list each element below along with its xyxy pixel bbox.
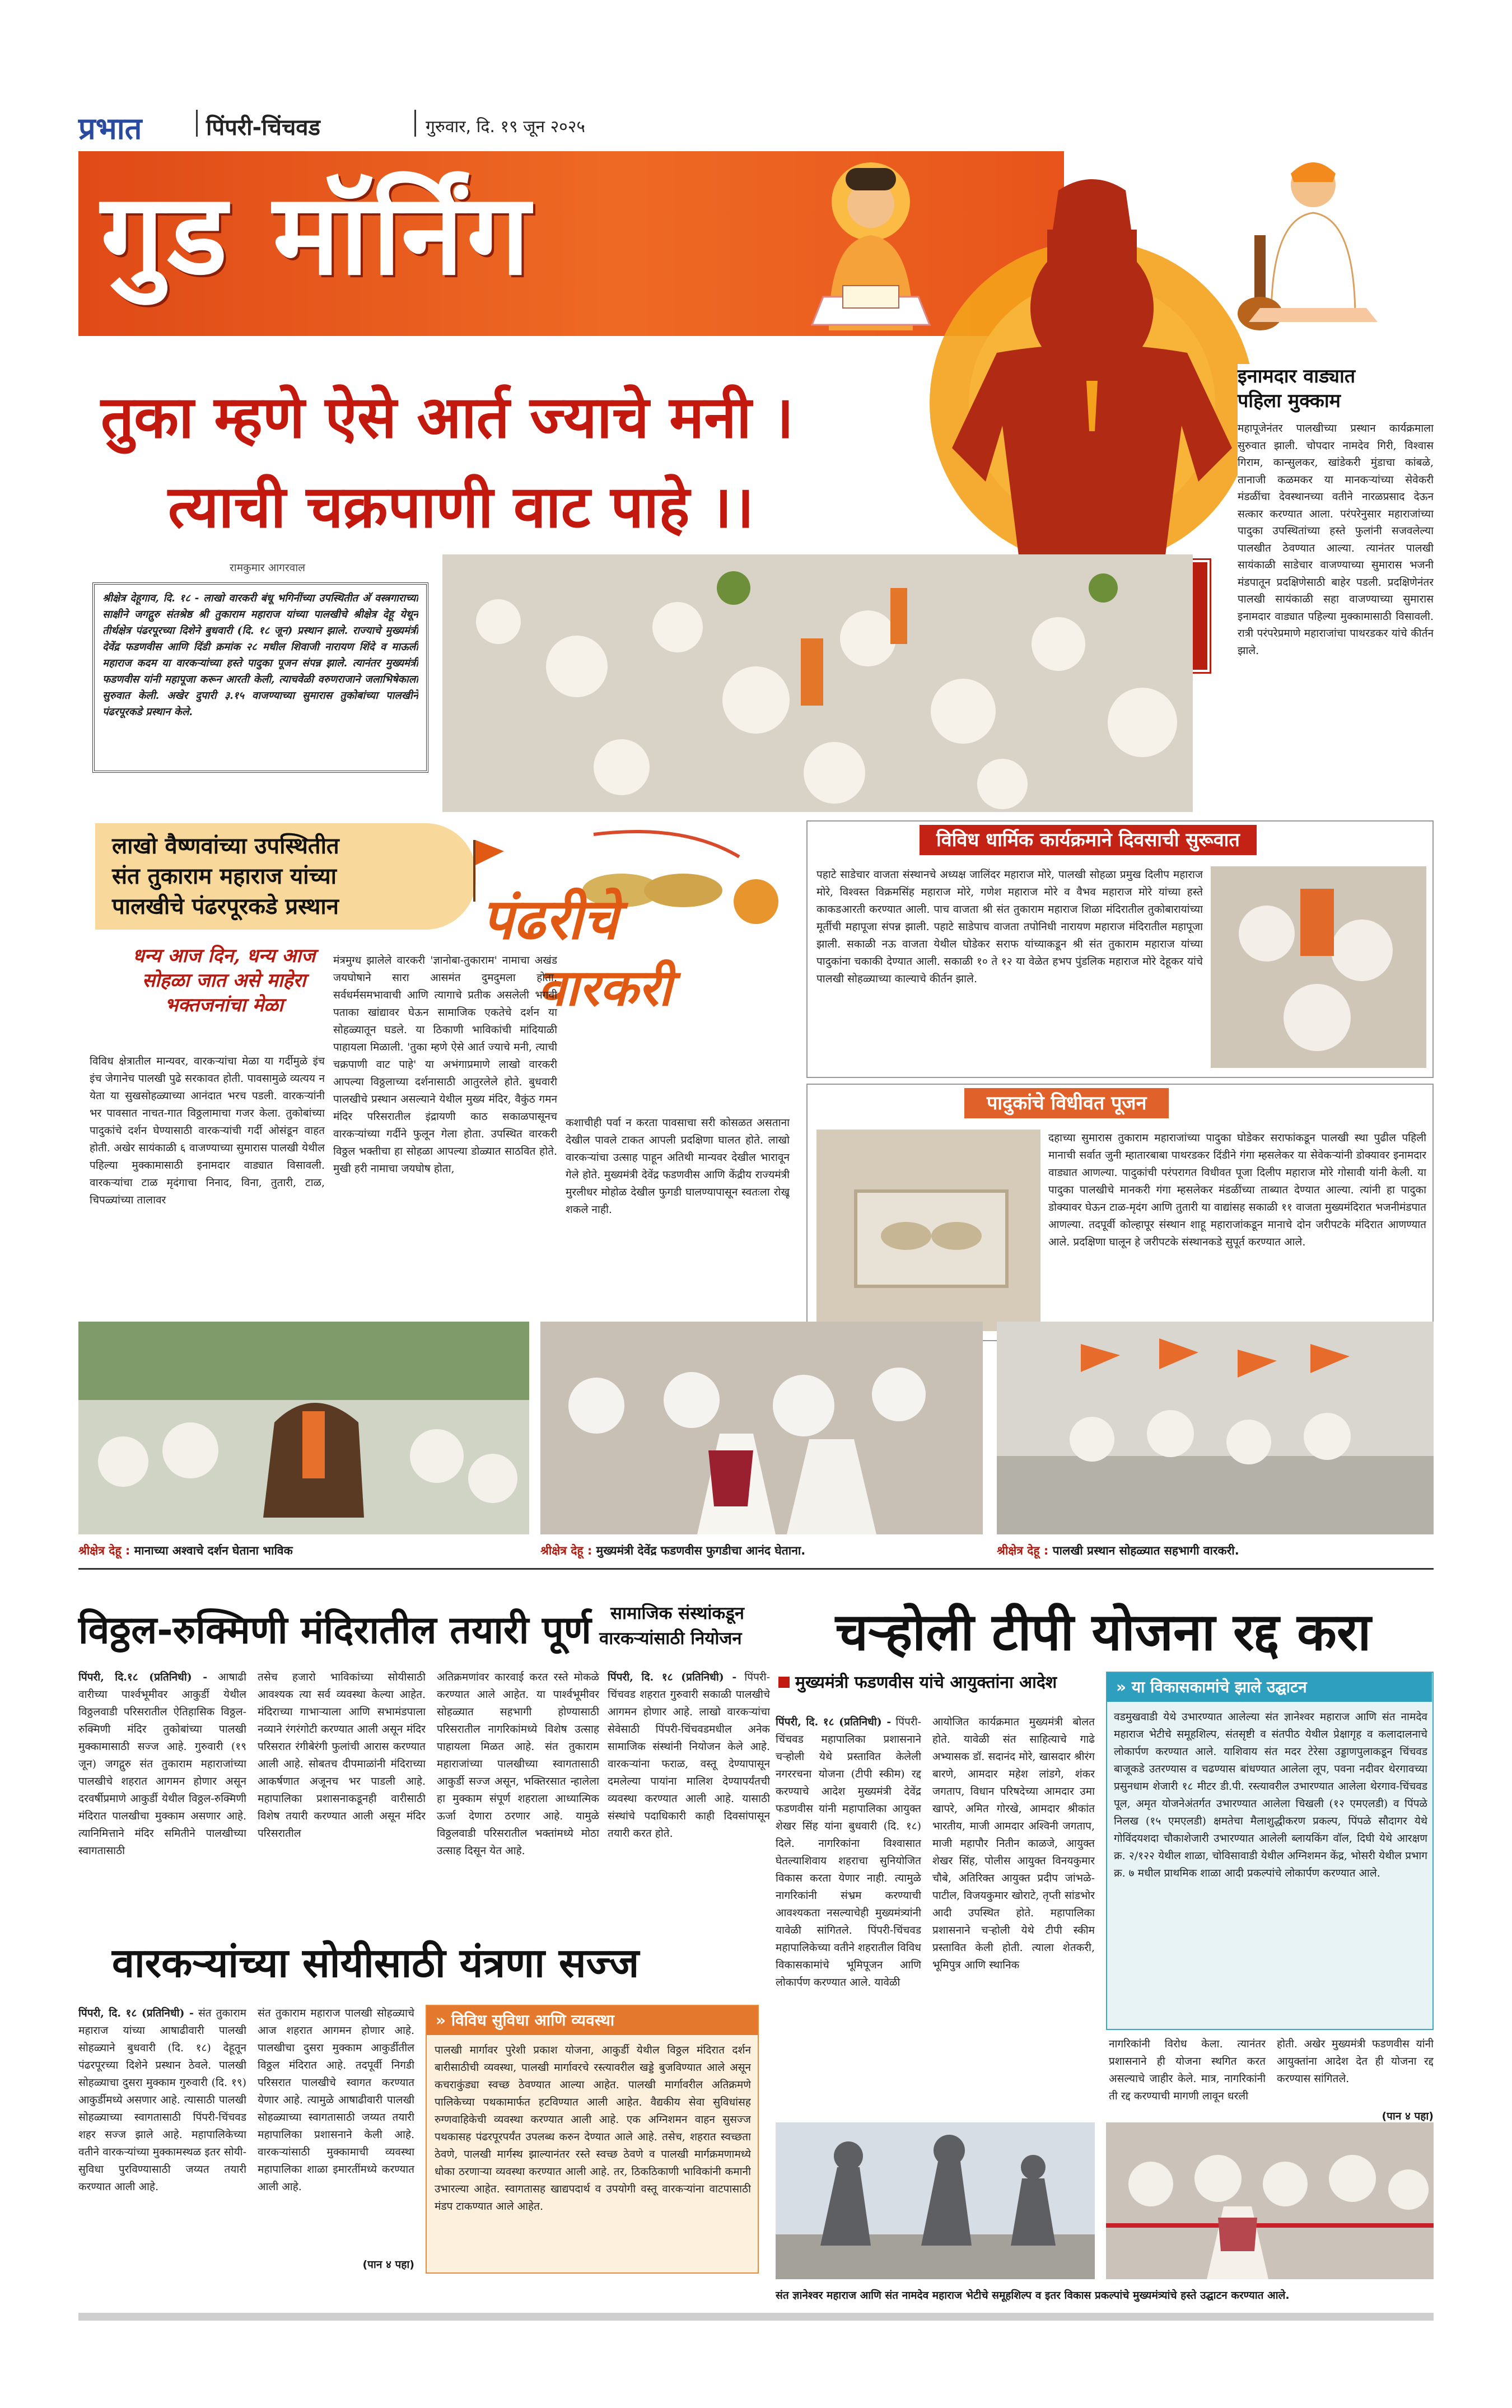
vitthal-temple-col-1: पिंपरी, दि.१८ (प्रतिनिधी) - आषाढी वारीच्या पार्श्वभूमीवर आकुर्डी येथील विठ्ठलवाडी परिसरातील ऐतिहासिक विठ्ठल-रुक्मिणी मंदिर तुकोबांच्या पालखी मुक्कामासाठी सज्ज आहे. गुरुवारी (१९ जून) जगद्गुरु संत तुकाराम महाराजांच्या पालखीचे शहरात आगमन होणार असून दरवर्षीप्रमाणे आकुर्डी येथील विठ्ठल-रुक्मिणी मंदिरात पालखीचा मुक्काम असणार आहे. त्यानिमित्ताने मंदिर समितीने पालखीच्या स्वागतासाठी	[78, 1671, 246, 1857]
inauguration-photo	[1106, 2122, 1434, 2279]
lead-byline: रामकुमार आगरवाल	[230, 562, 305, 574]
religious-programs-heading: विविध धार्मिक कार्यक्रमाने दिवसाची सुरूवात	[920, 825, 1257, 855]
charholi-col-1: पिंपरी, दि. १८ (प्रतिनिधी) - पिंपरी-चिंचवड महापालिका प्रशासनाने चऱ्होली येथे प्रस्तावित केलेली नगररचना योजना (टीपी स्कीम) रद्द करण्याचे आदेश मुख्यमंत्री देवेंद्र फडणवीस यांनी महापालिका आयुक्त शेखर सिंह यांना बुधवारी (दि. १८) दिले. नागरिकांना विश्वासात घेतल्याशिवाय शहराचा सुनियोजित विकास करता येणार नाही. त्यामुळे नागरिकांनी संभ्रम करण्याची आवश्यकता नसल्याचेही मुख्यमंत्र्यांनी यावेळी सांगितले. पिंपरी-चिंचवड महापालिकेच्या वतीने शहरातील विविध विकासकामांचे भूमिपूजन आणि लोकार्पण करण्यात आले. यावेळी	[776, 1716, 921, 1989]
padukanche-body: दहाच्या सुमारास तुकाराम महाराजांच्या पादुका घोडेकर सराफांकडून पालखी स्था पुढील पहिली मानाची सर्वात जुनी म्हातारबाबा पाथरडकर दिंडीने गंगा म्हसलेकर या सेवेकऱ्यांनी डोक्यावर इनामदार वाड्यात आणल्या. पादुकांची परंपरागत विधीवत पूजा दिलीप महाराज मोरे गोसावी यांनी केली. या पादुका पालखीचे मानकरी गंगा म्हसलेकर मंडळींच्या ताब्यात देण्यात आल्या. त्यांनी हा पादुका डोक्यावर घेऊन टाळ-मृदंग आणि तुतारी या वाद्यांसह सकाळी ११ वाजता मुख्यमंदिरात भजनीमंडपात आणल्या. तदपूर्वी कोल्हापूर संस्थान शाहू महाराजांकडून मानाचे दोन जरीपटके मंदिरात आणण्यात आले. प्रदक्षिणा घालून हे जरीपटके संस्थानकडे सुपूर्त करण्यात आले.	[1048, 1132, 1426, 1248]
lead-headline-box	[95, 823, 476, 930]
charholi-continued: (पान ४ पहा)	[1382, 2110, 1434, 2122]
lead-headline-2: संत तुकाराम महाराज यांच्या	[112, 864, 337, 889]
charholi-col-4: होती. अखेर मुख्यमंत्री फडणवीस यांनी आयुक्तांना आदेश देत ही योजना रद्द करण्यास सांगितले.	[1277, 2038, 1434, 2085]
religious-ritual-photo	[1211, 866, 1426, 1068]
inamdar-sidebar	[1238, 364, 1434, 806]
caption-2-text: मुख्यमंत्री देवेंद्र फडणवीस फुगडीचा आनंद घेताना.	[596, 1544, 806, 1557]
photo-caption-1: श्रीक्षेत्र देहू : मानाच्या अश्वाचे दर्शन घेताना भाविक	[78, 1544, 293, 1557]
banner-title: गुड मॉर्निंग	[101, 170, 534, 300]
procession-photo-art	[997, 1322, 1434, 1534]
inauguration-heading: » या विकासकामांचे झाले उद्घाटन	[1107, 1673, 1432, 1702]
charholi-col-2: आयोजित कार्यक्रमात मुख्यमंत्री बोलत होते. यावेळी संत साहित्याचे गाढे अभ्यासक डॉ. सदानंद मोरे, खासदार श्रीरंग बारणे, आमदार महेश लांडगे, शंकर जगताप, विधान परिषदेच्या आमदार उमा खापरे, अमित गोरखे, आमदार श्रीकांत भारतीय, माजी आमदार अश्विनी जगताप, माजी महापौर नितीन काळजे, आयुक्त शेखर सिंह, पोलीस आयुक्त विनयकुमार चौबे, अतिरिक्त आयुक्त प्रदीप जांभळे-पाटील, विजयकुमार खोराटे, तृप्ती सांडभोर आदी उपस्थित होते. महापालिका प्रशासनाने चऱ्होली येथे टीपी स्कीम प्रस्तावित केली होती. त्याला शेतकरी, भूमिपुत्र आणि स्थानिक	[932, 1716, 1095, 1971]
lead-col-1: विविध क्षेत्रातील मान्यवर, वारकऱ्यांचा मेळा या गर्दीमुळे इंच इंच जेगानेच पालखी पुढे सरकावत होती. पावसामुळे व्यत्यय न येता या सुखसोहळ्याच्या आनंदात भरच पडली. वारकऱ्यांनी भर पावसात नाचत-गात विठ्ठलामाचा गजर केला. तुकोबांच्या पादुकांचे दर्शन घेण्यासाठी वारकऱ्यांची गर्दी ओसंडून वाहत होती. अखेर सायंकाळी ६ वाजण्याच्या सुमारास पालखी येथील पहिल्या मुक्कामासाठी इनामदार वाड्यात विसावली. वारकऱ्यांचा टाळ मृदंगाचा निनाद, विना, तुतारी, टाळ, चिपळ्यांच्या तालावर	[90, 1055, 325, 1206]
padukanche-section	[806, 1084, 1434, 1341]
yantrana-continued: (पान ४ पहा)	[362, 2258, 414, 2271]
red-square-icon	[778, 1677, 790, 1688]
lead-col-2: मंत्रमुग्ध झालेले वारकरी 'ज्ञानोबा-तुकाराम' नामाचा अखंड जयघोषाने सारा आसमंत दुमदुमला होता. सर्वधर्मसमभावाची आणि त्यागाचे प्रतीक असलेली भगवी पताका खांद्यावर घेऊन सामाजिक एकतेचे दर्शन या सोहळ्यातून घडले. या ठिकाणी भाविकांची मांदियाळी पाहायला मिळाली. 'तुका म्हणे ऐसे आर्त ज्याचे मनी, त्याची चक्रपाणी वाट पाहे' या अभंगाप्रमाणे लाखो वारकरी आपल्या विठ्ठलाच्या दर्शनासाठी आतुरलेले होते. बुधवारी पालखीचे प्रस्थान असल्याने येथील मुख्य मंदिर, वैकुंठ गमन मंदिर परिसरातील इंद्रायणी काठ सकाळपासूनच वारकऱ्यांच्या गर्दीने फुलून गेला होता. उपस्थित वारकरी विठ्ठल भक्तीचा हा सोहळा आपल्या डोळ्यात साठवित होते. मुखी हरी नामाचा जयघोष होता,	[333, 954, 557, 1175]
yantrana-col-2: संत तुकाराम महाराज पालखी सोहळ्याचे आज शहरात आगमन होणार आहे. पालखीचा दुसरा मुक्काम आकुर्डीतील विठ्ठल मंदिरात आहे. तदपूर्वी निगडी परिसरात पालखीचे स्वागत करण्यात येणार आहे. त्यामुळे आषाढीवारी पालखी सोहळ्याच्या स्वागतासाठी जय्यत तयारी महापालिका प्रशासनाने केली आहे. वारकऱ्यांसाठी मुक्कामाची व्यवस्था महापालिका शाळा इमारतींमध्ये करण्यात आली आहे.	[258, 2007, 414, 2193]
crowd-photo-art	[442, 554, 1193, 812]
lead-headline-1: लाखो वैष्णवांच्या उपस्थितीत	[112, 833, 339, 859]
photo-caption-3: श्रीक्षेत्र देहू : पालखी प्रस्थान सोहळ्यात सहभागी वारकरी.	[997, 1544, 1239, 1557]
charholi-col-3: नागरिकांनी विरोध केला. त्यानंतर प्रशासनाने ही योजना स्थगित करत असल्याचे जाहीर केले. मात्र, नागरिकांनी ती रद्द करण्याची मागणी लावून धरली	[1109, 2038, 1266, 2102]
caption-1-text: मानाच्या अश्वाचे दर्शन घेताना भाविक	[134, 1544, 293, 1557]
vitthal-temple-col-3: अतिक्रमणांवर कारवाई करत रस्ते मोकळे करण्यात आले आहेत. या पार्श्वभूमीवर सोहळ्यात सहभागी होण्यासाठी परिसरातील नागरिकांमध्ये विशेष उत्साह पाहायला मिळत आहे. संत तुकाराम महाराजांच्या पालखीच्या स्वागतासाठी आकुर्डी सज्ज असून, भक्तिरसात न्हालेला हा मुक्काम संपूर्ण शहराला आध्यात्मिक ऊर्जा देणारा ठरणार आहे. यामुळे विठ्ठलवाडी परिसरातील भक्तांमध्ये मोठा उत्साह दिसून येत आहे.	[437, 1671, 599, 1857]
facilities-box	[426, 2005, 759, 2274]
padukanche-photo	[816, 1130, 1040, 1331]
sculpture-photo-art	[776, 2122, 1095, 2279]
charholi-headline: चऱ्होली टीपी योजना रद्द करा	[835, 1602, 1371, 1662]
yantrana-headline: वारकऱ्यांच्या सोयीसाठी यंत्रणा सज्ज	[112, 1939, 640, 1986]
horse-photo-art	[78, 1322, 529, 1534]
charholi-subhead: मुख्यमंत्री फडणवीस यांचे आयुक्तांना आदेश	[778, 1672, 1092, 1694]
social-orgs-headline-2: वारकऱ्यांसाठी नियोजन	[599, 1628, 742, 1649]
lead-summary: श्रीक्षेत्र देहूगाव, दि. १८ - लाखो वारकरी बंधू भगिनींच्या उपस्थितीत अ‍ॅ वस्त्रगाराच्या साक्षीने जगद्गुरु संतश्रेष्ठ श्री तुकाराम महाराज यांच्या पालखीचे श्रीक्षेत्र देहू येथून तीर्थक्षेत्र पंढरपूरच्या दिशेने बुधवारी (दि. १८ जून) प्रस्थान झाले. राज्याचे मुख्यमंत्री देवेंद्र फडणवीस आणि दिंडी क्रमांक २८ मधील शिवाजी नारायण शिंदे व माऊली महाराज कदम या वारकऱ्यांच्या हस्ते पादुका पूजन संपन्न झाले. त्यानंतर मुख्यमंत्री फडणवीस यांनी महापूजा करून आरती केली, त्याचवेळी वरुणराजाने जलाभिषेकाला सुरुवात केली. अखेर दुपारी ३.१५ वाजण्याच्या सुमारास तुकोबांच्या पालखीने पंढरपूरकडे प्रस्थान केले.	[102, 592, 418, 718]
lead-headline-3: पालखीचे पंढरपूरकडे प्रस्थान	[112, 894, 339, 920]
edition-name: पिंपरी-चिंचवड	[206, 115, 320, 141]
inamdar-body: महापूजेनंतर पालखीच्या प्रस्थान कार्यक्रमाला सुरुवात झाली. चोपदार नामदेव गिरी, विश्वास गिराम, कान्सुलकर, खांडेकरी मुंडाचा कांबळे, तानाजी कळमकर या मानकऱ्यांच्या सेवेकरी मंडळींचा देवस्थानच्या वतीने नारळप्रसाद देऊन सत्कार करण्यात आला. परंपरेनुसार महाराजांच्या पादुका उपस्थितांच्या हस्ते फुलांनी सजवलेल्या पालखीत ठेवण्यात आल्या. त्यानंतर पालखी सायंकाळी साडेचार वाजण्याच्या सुमारास भजनी मंडपातून प्रदक्षिणेसाठी बाहेर पडली. प्रदक्षिणेनंतर पालखी सायंकाळी सहा वाजण्याच्या सुमारास इनामदार वाड्यात पहिल्या मुक्कामासाठी विसावली. रात्री परंपरेप्रमाणे महाराजांचा पाथरडकर यांचे कीर्तन झाले.	[1238, 422, 1434, 657]
photo-caption-2: श्रीक्षेत्र देहू : मुख्यमंत्री देवेंद्र फडणवीस फुगडीचा आनंद घेताना.	[540, 1544, 806, 1557]
divider-line	[78, 1568, 1434, 1570]
inamdar-heading-1: इनामदार वाड्यात	[1238, 365, 1356, 388]
horse-darshan-photo	[78, 1322, 529, 1534]
footer-bar	[78, 2313, 1434, 2321]
caption-3-text: पालखी प्रस्थान सोहळ्यात सहभागी वारकरी.	[1052, 1544, 1239, 1557]
yantrana-col-1: पिंपरी, दि. १८ (प्रतिनिधी) - संत तुकाराम महाराज यांच्या आषाढीवारी पालखी सोहळ्याने बुधवारी (दि. १८) देहूतून पंढरपूरच्या दिशेने प्रस्थान ठेवले. पालखी सोहळ्याचा दुसरा मुक्काम गुरुवारी (दि. १९) आकुर्डीमध्ये असणार आहे. त्यासाठी पालखी सोहळ्याच्या स्वागतासाठी पिंपरी-चिंचवड शहर सज्ज झाले आहे. महापालिकेच्या वतीने वारकऱ्यांच्या मुक्कामस्थळ इतर सोयी-सुविधा पुरविण्यासाठी जय्यत तयारी करण्यात आली आहे.	[78, 2007, 246, 2193]
lead-summary-box	[92, 582, 428, 773]
vitthal-temple-headline: विठ्ठल-रुक्मिणी मंदिरातील तयारी पूर्ण	[78, 1608, 591, 1653]
facilities-body: पालखी मार्गावर पुरेशी प्रकाश योजना, आकुर्डी येथील विठ्ठल मंदिरात दर्शन बारीसाठीची व्यवस्था, पालखी मार्गावरचे रस्त्यावरील खड्डे बुजविण्यात आले असून कचराकुंड्या स्वच्छ ठेवण्यात आल्या आहेत. पालखी मार्गावरील अतिक्रमणे पालिकेच्या पथकामार्फत हटविण्यात आली आहेत. वैद्यकीय सेवा सुविधांसह रुग्णवाहिकेची व्यवस्था करण्यात आली आहे. एक अग्निशमन वाहन सुसज्ज पथकासह पंढरपूरपर्यंत उपलब्ध करुन देण्यात आले आहे. तसेच, शहरात स्वच्छता ठेवणे, पालखी मार्गस्थ झाल्यानंतर रस्ते स्वच्छ ठेवणे व पालखी मार्गक्रमणामध्ये धोका ठरणाऱ्या व्यवस्था करण्यात आली आहे. तर, ठिकठिकाणी भाविकांनी कमानी उभारल्या आहेत. स्वागतासह खाद्यपदार्थ व उपयोगी वस्तू वारकऱ्यांना वाटपासाठी मंडप टाकण्यात आले आहेत.	[435, 2044, 751, 2213]
newspaper-logo: प्रभात	[78, 111, 142, 146]
inauguration-photo-art	[1106, 2122, 1434, 2279]
religious-programs-section	[806, 820, 1434, 1078]
edition-date: गुरुवार, दि. १९ जून २०२५	[426, 117, 585, 137]
good-morning-banner	[78, 151, 1064, 336]
chevron-right-icon: »	[436, 2011, 451, 2029]
social-orgs-body: पिंपरी, दि. १८ (प्रतिनिधी) - पिंपरी-चिंचवड शहरात गुरुवारी सकाळी पालखीचे आगमन होणार आहे. लाखो वारकऱ्यांचा सेवेसाठी पिंपरी-चिंचवडमधील अनेक सामाजिक संस्थांनी नियोजन केले आहे. वारकऱ्यांना फराळ, वस्तू देण्यापासून दमलेल्या पायांना मालिश देण्यापर्यंतची व्यवस्था करण्यात आली आहे. यासाठी संस्थांचे पदाधिकारी काही दिवसांपासून तयारी करत होते.	[608, 1671, 770, 1840]
vitthal-temple-col-2: तसेच हजारो भाविकांच्या सोयीसाठी आवश्यक त्या सर्व व्यवस्था केल्या आहेत. मंदिराच्या गाभाऱ्याला आणि सभामंडपाला नव्याने रंगरंगोटी करण्यात आली असून मंदिर परिसरात रंगीबेरंगी फुलांची आरास करण्यात आली आहे. सोबतच दीपमाळांनी मंदिराच्या आकर्षणात अजूनच भर पाडली आहे. महापालिका प्रशासनाकडूनही वारीसाठी विशेष तयारी करण्यात आली असून मंदिर परिसरातील	[258, 1671, 426, 1840]
religious-programs-body: पहाटे साडेचार वाजता संस्थानचे अध्यक्ष जालिंदर महाराज मोरे, पालखी सोहळा प्रमुख दिलीप महाराज मोरे, विश्वस्त विक्रमसिंह महाराज मोरे, गणेश महाराज मोरे व वैभव महाराज मोरे यांच्या हस्ते काकडआरती करण्यात आली. पाच वाजता श्री संत तुकाराम महाराज शिळा मंदिरातील तुकोबारायांच्या मूर्तीची महापूजा संपन्न झाली. पहाटे साडेपाच वाजता तपोनिधी नारायण महाराज मंदिरातील महापूजा झाली. सकाळी नऊ वाजता येथील घोडेकर सराफ यांच्याकडून श्री संत तुकाराम महाराज यांच्या पादुकांना चकाकी देण्यात आली. सकाळी १० ते १२ या वेळेत हभप पुंडलिक महाराज मोरे देहूकर यांचे पालखी सोहळ्याच्या काल्याचे कीर्तन झाले.	[816, 869, 1203, 985]
lead-col-3: कशाचीही पर्वा न करता पावसाचा सरी कोसळत असताना देखील पावले टाकत आपली प्रदक्षिणा घालत होते. लाखो वारकऱ्यांचा उत्साह पाहून अतिथी मान्यवर देखील भारावून गेले होते. मुख्यमंत्री देवेंद्र फडणवीस आणि केंद्रीय राज्यमंत्री मुरलीधर मोहोळ देखील फुगडी घालण्यापासून स्वतःला रोखू शकले नाही.	[566, 1117, 790, 1216]
warkari-procession-photo	[997, 1322, 1434, 1534]
fugdi-photo-art	[540, 1322, 983, 1534]
inauguration-body: वडमुखवाडी येथे उभारण्यात आलेल्या संत ज्ञानेश्वर महाराज आणि संत नामदेव महाराज भेटीचे समूहशिल्प, संतसृष्टी व संतपीठ येथील प्रेक्षागृह व कलादालनाचे लोकार्पण करण्यात आले. याशिवाय संत मदर टेरेसा उड्डाणपुलाकडून चिंचवड बाजूकडे उतरण्यास व चढण्यास बांधण्यात आलेला लूप, पवना नदीवर थेरगावच्या प्रसुनधाम शेजारी १८ मीटर डी.पी. रस्त्यावरील उभारण्यात आलेला थेरगाव-चिंचवड पूल, अमृत योजनेअंतर्गत उभारण्यात आलेला चिखली (१२ एमएलडी) व पिंपळे निलख (१५ एमएलडी) क्षमतेचा मैलाशुद्धीकरण प्रकल्प, पिंपळे सौदागर येथे गोविंदयशदा चौकाशेजारी उभारण्यात आलेली ब्लायकिंग वॉल, दिघी येथे आरक्षण क्र. २/१२२ येथील शाळा, चोविसावाडी येथील अग्निशमन केंद्र, भोसरी येथील प्रभाग क्र. ७ मधील प्राथमिक शाळा आदी प्रकल्पांचे लोकार्पण करण्यात आले.	[1114, 1711, 1427, 1879]
pandharichi-line-1: पंढरीचे	[482, 886, 618, 952]
sculpture-photo	[776, 2122, 1095, 2279]
quote-line-1: तुका म्हणे ऐसे आर्त ज्याचे मनी ।	[101, 383, 794, 451]
pull-quote: धन्य आज दिन, धन्य आज सोहळा जात असे माहेरा भक्तजनांचा मेळा	[132, 945, 316, 1016]
inauguration-box	[1106, 1672, 1434, 2030]
chevron-right-icon: »	[1116, 1678, 1132, 1696]
padukanche-heading: पादुकांचे विधीवत पूजन	[964, 1088, 1169, 1118]
bottom-caption: संत ज्ञानेश्वर महाराज आणि संत नामदेव महाराज भेटीचे समूहशिल्प व इतर विकास प्रकल्पांचे मुख्यमंत्र्यांचे हस्ते उद्घाटन करण्यात आले.	[776, 2289, 1290, 2302]
quote-line-2: त्याची चक्रपाणी वाट पाहे ।।	[168, 473, 754, 541]
pandharichi-line-2: वारकरी	[538, 958, 672, 1018]
social-orgs-headline-1: सामाजिक संस्थांकडून	[610, 1603, 745, 1623]
masthead	[78, 106, 750, 146]
inamdar-heading-2: पहिला मुक्काम	[1238, 390, 1341, 412]
fugdi-photo	[540, 1322, 983, 1534]
palkhi-crowd-photo	[442, 554, 1193, 812]
facilities-heading: » विविध सुविधा आणि व्यवस्था	[427, 2006, 758, 2035]
paduka-photo-art	[816, 1130, 1040, 1331]
ritual-photo-art	[1211, 866, 1426, 1068]
